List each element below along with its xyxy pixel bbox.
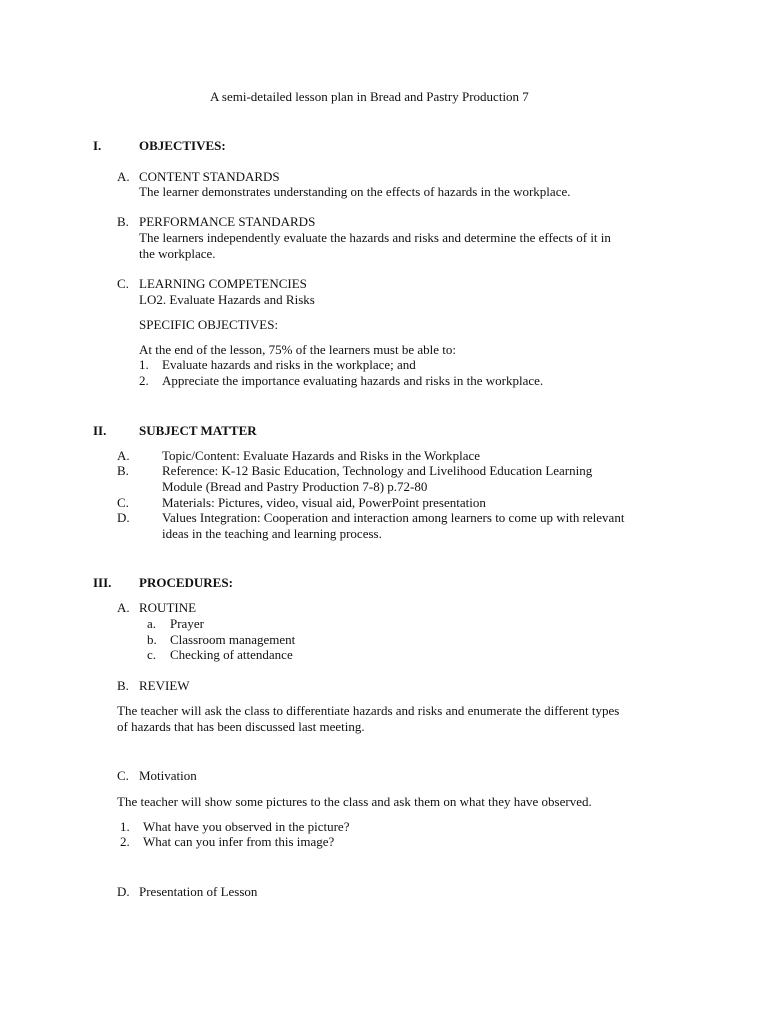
- specific-objectives-intro: At the end of the lesson, 75% of the learners must be able to:: [139, 342, 456, 357]
- routine-item: Prayer: [170, 616, 204, 631]
- subject-matter-item: Materials: Pictures, video, visual aid, PowerPoint presentation: [162, 495, 486, 510]
- routine-item: Classroom management: [170, 632, 296, 647]
- performance-standards-label: PERFORMANCE STANDARDS: [139, 214, 316, 229]
- learning-competencies-text: LO2. Evaluate Hazards and Risks: [139, 292, 315, 307]
- performance-standards-text-line2: the workplace.: [139, 246, 216, 261]
- subject-matter-item: Values Integration: Cooperation and interaction among learners to come up with relevant: [162, 510, 625, 525]
- section-heading-subject-matter: SUBJECT MATTER: [139, 423, 257, 438]
- content-standards-text: The learner demonstrates understanding on the effects of hazards in the workplace.: [139, 184, 571, 199]
- motivation-question: What have you observed in the picture?: [143, 819, 350, 834]
- section-number-objectives: I.: [93, 138, 102, 153]
- motivation-question: What can you infer from this image?: [143, 834, 335, 849]
- review-label: REVIEW: [139, 678, 190, 693]
- specific-objective-number: 2.: [139, 373, 149, 388]
- performance-standards-text-line1: The learners independently evaluate the hazards and risks and determine the effects of it in: [139, 230, 611, 245]
- review-text-line2: of hazards that has been discussed last meeting.: [117, 719, 365, 734]
- presentation-label: Presentation of Lesson: [139, 884, 258, 899]
- routine-item-letter: a.: [147, 616, 157, 631]
- review-text-line1: The teacher will ask the class to differentiate hazards and risks and enumerate the different types: [117, 703, 620, 718]
- section-number-subject-matter: II.: [93, 423, 107, 438]
- specific-objective-number: 1.: [139, 357, 149, 372]
- review-letter: B.: [117, 678, 129, 693]
- subject-matter-letter: B.: [117, 463, 129, 478]
- subject-matter-item: Topic/Content: Evaluate Hazards and Risks in the Workplace: [162, 448, 481, 463]
- routine-item-letter: b.: [147, 632, 157, 647]
- motivation-question-number: 1.: [120, 819, 130, 834]
- motivation-question-number: 2.: [120, 834, 130, 849]
- subject-matter-letter: D.: [117, 510, 130, 525]
- learning-competencies-label: LEARNING COMPETENCIES: [139, 276, 307, 291]
- specific-objectives-label: SPECIFIC OBJECTIVES:: [139, 317, 279, 332]
- routine-item-letter: c.: [147, 647, 157, 662]
- presentation-letter: D.: [117, 884, 130, 899]
- routine-letter: A.: [117, 600, 130, 615]
- subject-matter-item-continued: Module (Bread and Pastry Production 7-8) p.72-80: [162, 479, 428, 494]
- routine-item: Checking of attendance: [170, 647, 293, 662]
- content-standards-letter: A.: [117, 169, 130, 184]
- learning-competencies-letter: C.: [117, 276, 129, 291]
- section-heading-procedures: PROCEDURES:: [139, 575, 233, 590]
- motivation-text: The teacher will show some pictures to the class and ask them on what they have observed.: [117, 794, 592, 809]
- content-standards-label: CONTENT STANDARDS: [139, 169, 280, 184]
- specific-objective-item: Appreciate the importance evaluating hazards and risks in the workplace.: [162, 373, 544, 388]
- motivation-label: Motivation: [139, 768, 197, 783]
- subject-matter-letter: C.: [117, 495, 129, 510]
- motivation-letter: C.: [117, 768, 129, 783]
- specific-objective-item: Evaluate hazards and risks in the workplace; and: [162, 357, 416, 372]
- subject-matter-item-continued: ideas in the teaching and learning process.: [162, 526, 382, 541]
- subject-matter-letter: A.: [117, 448, 130, 463]
- section-heading-objectives: OBJECTIVES:: [139, 138, 226, 153]
- routine-label: ROUTINE: [139, 600, 197, 615]
- document-title: A semi-detailed lesson plan in Bread and Pastry Production 7: [210, 89, 529, 104]
- subject-matter-item: Reference: K-12 Basic Education, Technology and Livelihood Education Learning: [162, 463, 593, 478]
- section-number-procedures: III.: [93, 575, 112, 590]
- performance-standards-letter: B.: [117, 214, 129, 229]
